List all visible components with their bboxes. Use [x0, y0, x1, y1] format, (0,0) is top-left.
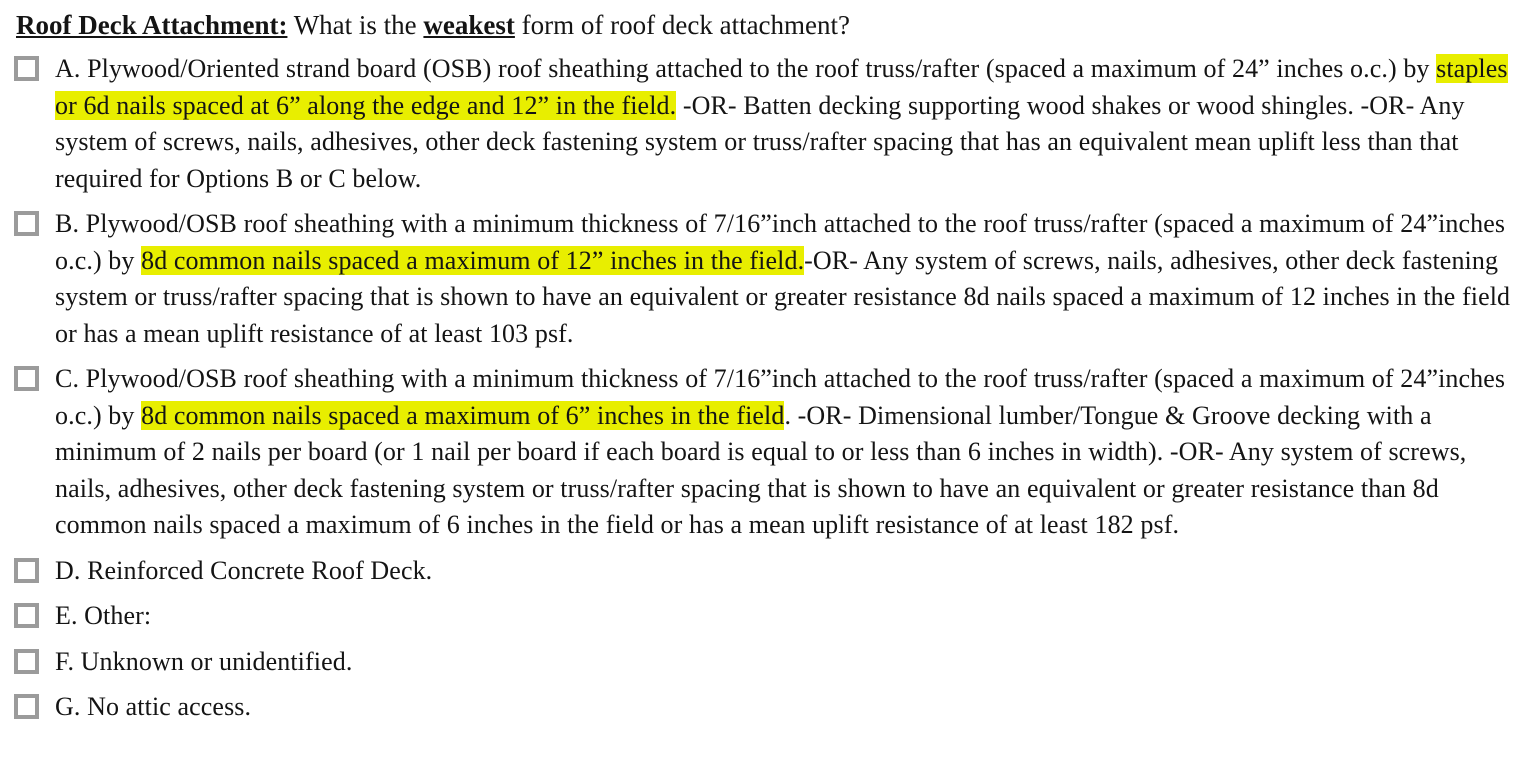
- option-e-text: [55, 598, 151, 635]
- option-row-c: [14, 361, 1528, 544]
- option-c-checkbox[interactable]: [14, 366, 39, 391]
- option-d-text: [55, 553, 432, 590]
- option-b-highlighted-text: 8d common nails spaced a maximum of 12” inches in the field.: [141, 245, 805, 275]
- option-row-a: [14, 51, 1528, 197]
- option-f-text-segment: F. Unknown or unidentified.: [55, 646, 353, 676]
- option-c-text: [55, 361, 1523, 544]
- option-a-checkbox[interactable]: [14, 56, 39, 81]
- question-label: Roof Deck Attachment:: [16, 10, 288, 40]
- question-prompt: [287, 10, 850, 40]
- option-d-checkbox[interactable]: [14, 558, 39, 583]
- option-a-text-segment: A. Plywood/Oriented strand board (OSB) roof sheathing attached to the roof truss/rafter (spaced a maximum of 24” inches o.c.) by: [55, 54, 1437, 83]
- option-c-text-segment: . -OR- Dimensional lumber/Tongue & Groove decking with a minimum of 2 nails per board (or 1 nail per board if each board is equal to or less than 6 inches in width). -OR- Any system of screws, nails, adhesives, other deck fastening system or truss/rafter spacing that is shown to have an equivalent or greater resistance than 8d common nails spaced a maximum of 6 inches in the field or has a mean uplift resistance of at least 182 psf.: [55, 400, 1467, 539]
- option-b-text-segment: B. Plywood/OSB roof sheathing with a minimum thickness of 7/16”inch attached to the roof truss/rafter (spaced a maximum of 24”inches o.c.) by: [55, 209, 1506, 275]
- option-b-text: [55, 206, 1523, 352]
- option-row-b: [14, 206, 1528, 352]
- option-a-text-segment: -OR- Batten decking supporting wood shakes or wood shingles. -OR- Any system of screws, nails, adhesives, other deck fastening system or truss/rafter spacing that has an equivalent mean uplift less than that required for Options B or C below.: [55, 90, 1465, 193]
- option-c-text-segment: C. Plywood/OSB roof sheathing with a minimum thickness of 7/16”inch attached to the roof truss/rafter (spaced a maximum of 24”inches o.c.) by: [55, 364, 1506, 430]
- option-e-text-segment: E. Other:: [55, 601, 152, 630]
- option-d-text-segment: D. Reinforced Concrete Roof Deck.: [55, 555, 433, 585]
- question-prompt-segment: form of roof deck attachment?: [514, 10, 851, 40]
- option-g-text: [55, 689, 251, 726]
- option-row-g: [14, 689, 1528, 726]
- option-f-text: [55, 644, 352, 681]
- option-c-highlighted-text: 8d common nails spaced a maximum of 6” inches in the field: [141, 400, 785, 430]
- question-prompt-segment: weakest: [423, 10, 515, 40]
- option-a-highlighted-text: staples or 6d nails spaced at 6” along the edge and 12” in the field.: [55, 54, 1508, 120]
- option-b-text-segment: -OR- Any system of screws, nails, adhesives, other deck fastening system or truss/rafter spacing that is shown to have an equivalent or greater resistance 8d nails spaced a maximum of 12 inches in the field or has a mean uplift resistance of at least 103 psf.: [55, 245, 1511, 348]
- option-row-f: [14, 644, 1528, 681]
- question-heading: [16, 8, 1528, 42]
- option-b-checkbox[interactable]: [14, 211, 39, 236]
- option-g-checkbox[interactable]: [14, 694, 39, 719]
- option-row-d: [14, 553, 1528, 590]
- option-e-checkbox[interactable]: [14, 603, 39, 628]
- question-prompt-segment: What is the: [287, 10, 424, 40]
- option-g-text-segment: G. No attic access.: [55, 692, 252, 721]
- options-list: [14, 51, 1528, 726]
- option-row-e: [14, 598, 1528, 635]
- option-a-text: [55, 51, 1523, 197]
- option-f-checkbox[interactable]: [14, 649, 39, 674]
